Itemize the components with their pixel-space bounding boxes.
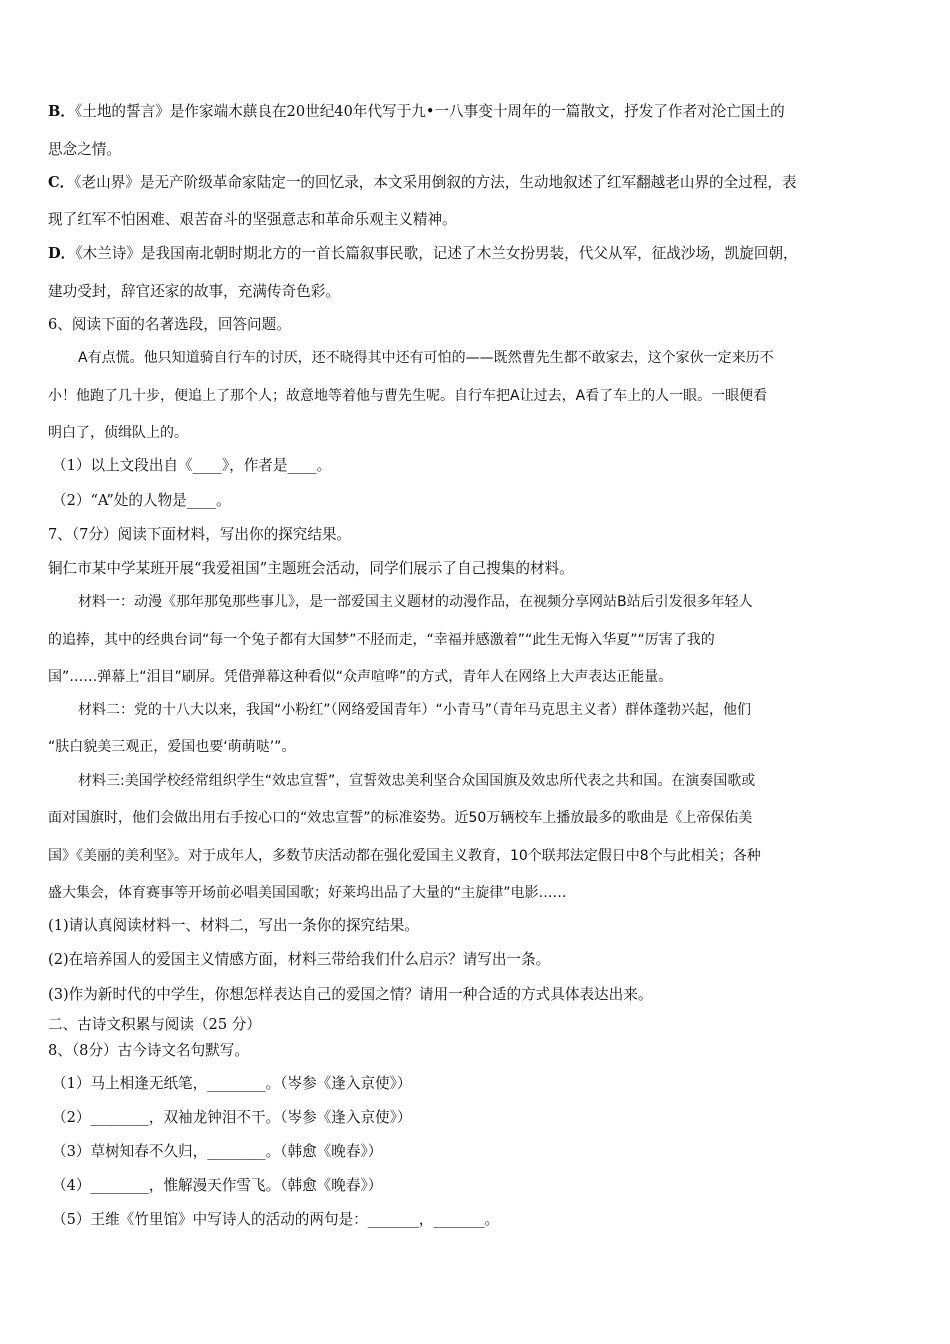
q6-passage-line-2: 小！他跑了几十步，便追上了那个人；故意地等着他与曹先生呢。自行车把A让过去，A看了车上的人一眼。一眼便看	[48, 388, 768, 404]
q7-material3-line-3: 国》《美丽的美利坚》。对于成年人，多数节庆活动都在强化爱国主义教育，10个联邦法定假日中8个与此相关；各种	[48, 848, 761, 864]
q6-passage-line-3: 明白了，侦缉队上的。	[48, 425, 188, 441]
q8-item-3: （3）草树知春不久归，________。（韩愈《晚春》）	[52, 1143, 383, 1160]
option-d-text-1: 《木兰诗》是我国南北朝时期北方的一首长篇叙事民歌，记述了木兰女扮男装，代父从军，征战沙场，凯旋回朝，	[75, 245, 798, 262]
option-b-line-2: 思念之情。	[48, 141, 121, 158]
option-b-text-1: 《土地的誓言》是作家端木蕻良在20世纪40年代写于九•一八事变十周年的一篇散文，抒发了作者对沦亡国土的	[74, 103, 785, 120]
option-c-label: C．	[48, 174, 75, 191]
option-b-line-1	[48, 102, 908, 122]
q7-material1-line-3: 国”……弹幕上“泪目”刷屏。凭借弹幕这种看似“众声喧哗”的方式，青年人在网络上大声表达正能量。	[48, 669, 673, 685]
q8-title: 8、（8分）古今诗文名句默写。	[48, 1042, 249, 1059]
q7-question-1: (1)请认真阅读材料一、材料二，写出一条你的探究结果。	[48, 917, 419, 934]
q8-item-4: （4）________，惟解漫天作雪飞。（韩愈《晚春》）	[52, 1177, 383, 1194]
q8-item-5: （5）王维《竹里馆》中写诗人的活动的两句是：_______，_______。	[52, 1211, 500, 1228]
option-b-label: B．	[48, 103, 75, 120]
q7-question-2: (2)在培养国人的爱国主义情感方面，材料三带给我们什么启示？请写出一条。	[48, 951, 551, 968]
option-c-line-1	[48, 173, 908, 193]
option-d-line-1	[48, 244, 908, 264]
q7-material3-line-1: 材料三:美国学校经常组织学生“效忠宣誓”，宣誓效忠美利坚合众国国旗及效忠所代表之共和国。在演奏国歌或	[78, 773, 756, 789]
option-c-text-1: 《老山界》是无产阶级革命家陆定一的回忆录，本文采用倒叙的方法，生动地叙述了红军翻越老山界的全过程，表	[74, 174, 797, 191]
q7-material2-line-1: 材料二：党的十八大以来，我国“小粉红”（网络爱国青年）“小青马”（青年马克思主义者）群体蓬勃兴起，他们	[78, 702, 752, 718]
q7-title: 7、（7分）阅读下面材料，写出你的探究结果。	[48, 526, 352, 543]
q7-material3-line-4: 盛大集会，体育赛事等开场前必唱美国国歌；好莱坞出品了大量的“主旋律”电影……	[48, 885, 567, 901]
q6-sub-question-2: （2）“A”处的人物是____。	[52, 492, 231, 509]
q6-title: 6、阅读下面的名著选段，回答问题。	[48, 316, 291, 333]
q7-intro: 铜仁市某中学某班开展“我爱祖国”主题班会活动，同学们展示了自己搜集的材料。	[48, 560, 574, 577]
q7-question-3: (3)作为新时代的中学生，你想怎样表达自己的爱国之情？请用一种合适的方式具体表达出来。	[48, 986, 653, 1003]
q7-material3-line-2: 面对国旗时，他们会做出用右手按心口的“效忠宣誓”的标准姿势。近50万辆校车上播放最多的歌曲是《上帝保佑美	[48, 810, 753, 826]
q8-item-2: （2）________，双袖龙钟泪不干。（岑参《逢入京使》）	[52, 1109, 412, 1126]
option-c-line-2: 现了红军不怕困难、艰苦奋斗的坚强意志和革命乐观主义精神。	[48, 211, 457, 228]
option-d-label: D．	[48, 245, 76, 262]
q6-passage-line-1: A有点慌。他只知道骑自行车的讨厌，还不晓得其中还有可怕的——既然曹先生都不敢家去，这个家伙一定来历不	[78, 350, 774, 366]
q8-item-1: （1）马上相逢无纸笔，________。（岑参《逢入京使》）	[52, 1075, 412, 1092]
section-2-heading: 二、古诗文积累与阅读（25 分）	[48, 1016, 261, 1033]
option-d-line-2: 建功受封，辞官还家的故事，充满传奇色彩。	[48, 283, 340, 300]
q6-sub-question-1: （1）以上文段出自《____》，作者是____。	[52, 457, 332, 474]
q7-material2-line-2: “肤白貌美三观正，爱国也要‘萌萌哒’”。	[48, 739, 296, 755]
q7-material1-line-1: 材料一：动漫《那年那兔那些事儿》，是一部爱国主义题材的动漫作品，在视频分享网站B站后引发很多年轻人	[78, 594, 753, 610]
q7-material1-line-2: 的追捧，其中的经典台词“每一个兔子都有大国梦”不胫而走，“幸福并感激着”“此生无悔入华夏”“厉害了我的	[48, 632, 715, 648]
